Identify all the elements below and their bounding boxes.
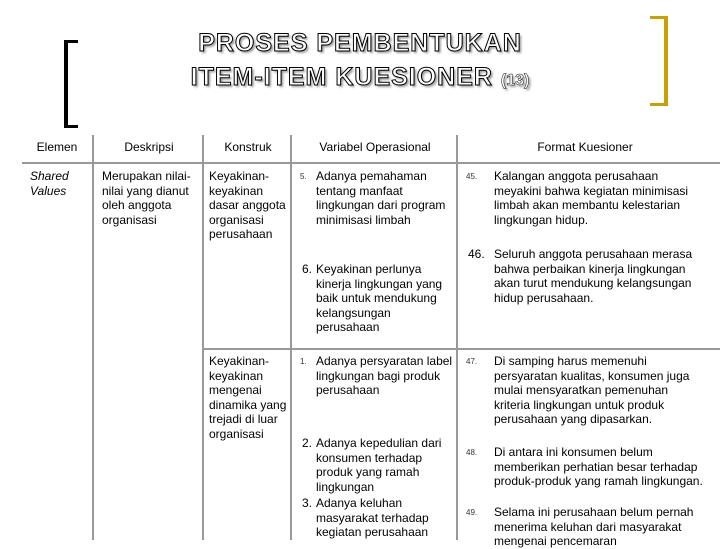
format-item: Kalangan anggota perusahaan meyakini bahwa kegiatan minimisasi limbah akan membantu kelestarian lingkungan hidup. (494, 169, 689, 227)
title-line-1: PROSES PEMBENTUKAN (198, 29, 522, 57)
title-line-2 (110, 60, 610, 98)
left-bracket-decoration (64, 40, 78, 128)
title-number: (13) (500, 72, 530, 89)
format-marker: 46. (468, 247, 485, 261)
column-rule-1 (92, 135, 94, 540)
variabel-marker: 1. (300, 357, 307, 366)
variabel-item: Keyakinan perlunya kinerja lingkungan yang baik untuk mendukung kelangsungan perusahaan (316, 262, 443, 334)
deskripsi-cell: Merupakan nilai-nilai yang dianut oleh anggota organisasi (102, 169, 191, 227)
column-rule-2 (202, 135, 204, 540)
header-rule (22, 162, 720, 164)
header-konstruk: Konstruk (224, 140, 272, 154)
header-elemen: Elemen (36, 140, 78, 154)
format-item: Di antara ini konsumen belum memberikan perhatian besar terhadap produk-produk yang ramah lingkungan. (494, 445, 703, 488)
format-marker: 47. (466, 357, 478, 366)
format-marker: 48. (466, 448, 478, 457)
variabel-marker: 5. (300, 172, 307, 181)
format-item: Di samping harus memenuhi persyaratan kualitas, konsumen juga mulai mensyaratkan pemenuhan kriteria lingkungan untuk produk perusahaan yang dipasarkan. (494, 354, 690, 426)
format-item: Seluruh anggota perusahaan merasa bahwa perbaikan kinerja lingkungan akan turut mendukung kelangsungan hidup perusahaan. (494, 247, 693, 305)
konstruk-cell-2: Keyakinan-keyakinan mengenai dinamika yang trejadi di luar organisasi (209, 354, 287, 441)
column-rule-3 (290, 135, 292, 540)
konstruk-cell-1: Keyakinan-keyakinan dasar anggota organisasi perusahaan (209, 169, 286, 241)
column-rule-4 (456, 135, 458, 540)
format-marker: 45. (466, 172, 478, 181)
variabel-item: Adanya pemahaman tentang manfaat lingkungan dari program minimisasi limbah (316, 169, 446, 227)
variabel-item: Adanya persyaratan label lingkungan bagi produk perusahaan (316, 354, 453, 397)
header-deskripsi: Deskripsi (124, 140, 174, 154)
title-line-2-text: ITEM-ITEM KUESIONER (190, 63, 493, 91)
variabel-item: Adanya kepedulian dari konsumen terhadap produk yang ramah lingkungan (316, 436, 442, 494)
format-item: Selama ini perusahaan belum pernah menerima keluhan dari masyarakat mengenai pencemaran (494, 505, 694, 548)
header-format-kuesioner: Format Kuesioner (537, 140, 633, 154)
format-marker: 49. (466, 508, 478, 517)
right-bracket-decoration (650, 16, 668, 106)
variabel-marker: 3. (302, 496, 313, 510)
variabel-marker: 6. (302, 262, 313, 276)
slide-title (110, 26, 610, 98)
header-variabel-operasional: Variabel Operasional (319, 140, 431, 154)
variabel-item: Adanya keluhan masyarakat terhadap kegiatan perusahaan (316, 496, 429, 539)
row-rule (202, 348, 720, 350)
elemen-cell: Shared Values (30, 169, 69, 198)
variabel-marker: 2. (302, 436, 313, 450)
